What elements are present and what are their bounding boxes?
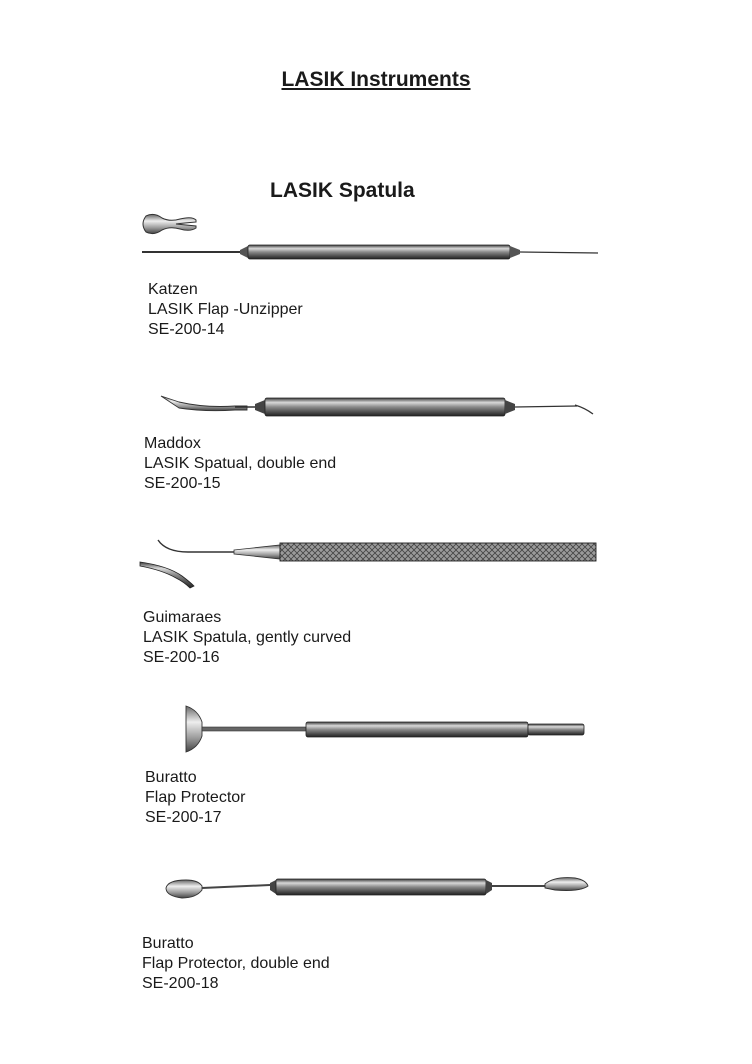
instrument-code: SE-200-15 xyxy=(144,475,221,492)
instrument-maker: Guimaraes xyxy=(143,609,222,626)
instrument-name: LASIK Spatual, double end xyxy=(144,455,337,472)
double-flap-protector-instrument-icon xyxy=(160,868,592,908)
instrument-code: SE-200-16 xyxy=(143,649,220,666)
flap-protector-instrument-icon xyxy=(180,704,590,754)
instrument-code: SE-200-18 xyxy=(142,975,219,992)
instrument-maker: Maddox xyxy=(144,435,201,452)
instrument-caption xyxy=(142,934,330,994)
instrument-code: SE-200-14 xyxy=(148,321,225,338)
instrument-caption xyxy=(145,768,245,828)
double-spatula-instrument-icon xyxy=(155,388,600,428)
instrument-name: Flap Protector, double end xyxy=(142,955,330,972)
instrument-caption xyxy=(148,280,303,340)
page-title: LASIK Instruments xyxy=(281,68,471,91)
instrument-maker: Buratto xyxy=(142,935,194,952)
instrument-caption xyxy=(144,434,336,494)
instrument-maker: Katzen xyxy=(148,281,198,298)
instrument-name: Flap Protector xyxy=(145,789,246,806)
instrument-name: LASIK Spatula, gently curved xyxy=(143,629,352,646)
instrument-code: SE-200-17 xyxy=(145,809,222,826)
section-title: LASIK Spatula xyxy=(270,179,415,202)
instrument-caption xyxy=(143,608,351,668)
curved-spatula-instrument-icon xyxy=(138,532,603,592)
unzipper-instrument-icon xyxy=(140,210,610,270)
instrument-maker: Buratto xyxy=(145,769,197,786)
instrument-name: LASIK Flap -Unzipper xyxy=(148,301,303,318)
